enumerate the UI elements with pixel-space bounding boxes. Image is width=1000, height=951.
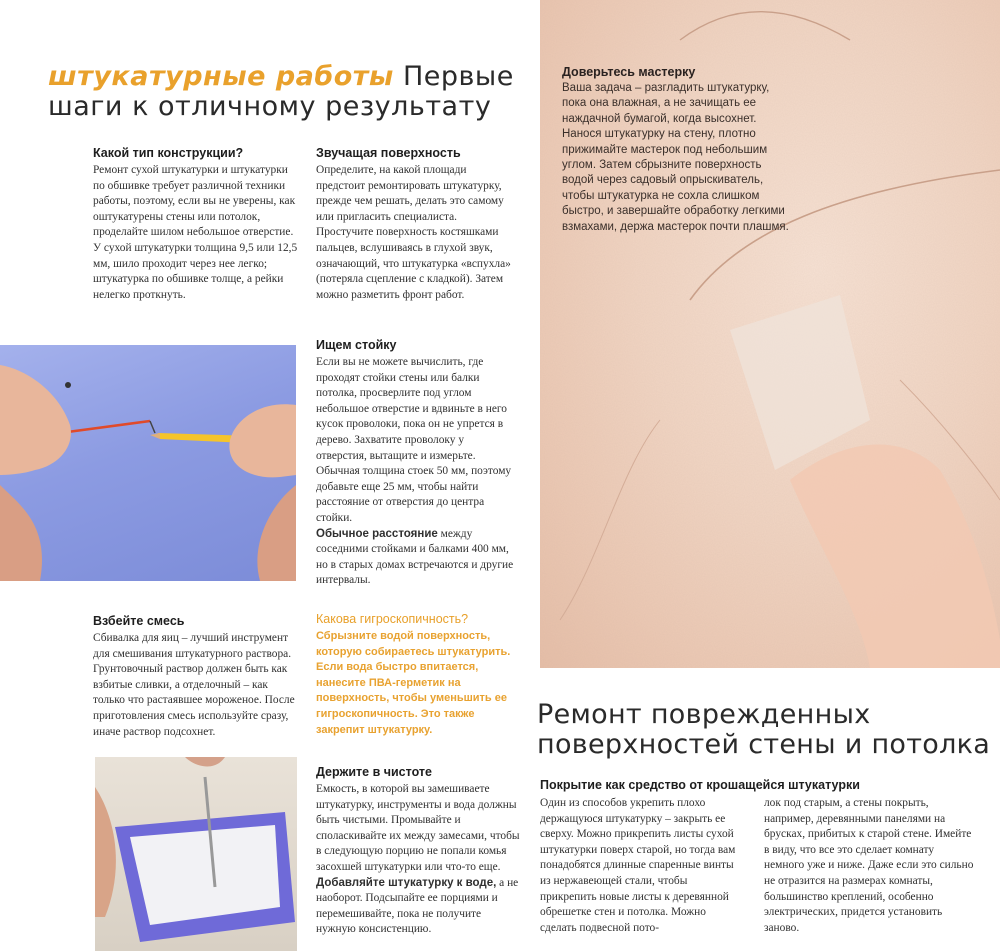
trowel-tip-box <box>562 65 792 235</box>
section-title <box>537 700 997 760</box>
clean-bold-lead: Добавляйте штукатурку к воде, <box>316 876 497 889</box>
clean-heading: Держите в чистоте <box>316 765 432 779</box>
clean-text: Емкость, в которой вы замешиваете штукатурку, инструменты и вода должны быть чистыми. Промывайте и споласкивайте их между замесами, чтобы в следующую порцию не попали комья засохшей штукатурки или что-то еще. Добавляйте штукатурку к воде, а не наоборот. Подсыпайте ее порциями и перемешивайте, пока не получите нужную консистенцию. <box>316 783 520 936</box>
section-title-line2a: поверхностей стены <box>537 729 836 760</box>
cover-heading: Покрытие как средство от крошащейся штукатурки <box>540 778 860 792</box>
stud-text: Если вы не можете вычислить, где проходят стойки стены или балки потолка, просверлите под углом небольшое отверстие и вдвиньте в него кусок проволоки, пока он не упрется в дерево. Захватите проволоку у отверстия, вытащите и измерьте. Обычная толщина стоек 50 мм, поэтому добавьте еще 25 мм, чтобы найти расстояние от отверстия до центра стойки. Обычное расстояние между соседними стойками и балками 400 мм, но в старых домах встречаются и другие интервалы. <box>316 356 514 587</box>
construction-heading: Какой тип конструкции? <box>93 146 244 160</box>
title-line2: шаги к отличному результату <box>48 91 492 122</box>
trowel-text: Ваша задача – разгладить штукатурку, пока она влажная, а не зачищать ее наждачной бумагой, когда высохнет. Нанося штукатурку на стену, плотно прижимайте мастерок под небольшим углом. Затем сбрызните поверхность водой через садовый опрыскиватель, чтобы штукатурка не сохла слишком быстро, и завершайте обработку легкими взмахами, держа мастерок почти плашмя. <box>562 82 789 233</box>
wire-measure-photo <box>0 345 296 581</box>
whisk-heading: Взбейте смесь <box>93 614 185 628</box>
stud-bold-lead: Обычное расстояние <box>316 527 438 540</box>
trowel-heading: Доверьтесь мастерку <box>562 65 696 79</box>
construction-section <box>93 146 298 303</box>
whisk-section <box>93 614 298 740</box>
title-rest: Первые <box>402 61 514 92</box>
sound-heading: Звучащая поверхность <box>316 146 461 160</box>
hygro-heading: Какова гигроскопичность? <box>316 612 469 626</box>
sound-text: Определите, на какой площади предстоит ремонтировать штукатурку, прежде чем решать, делать это самому или пригласить специалиста. Простучите поверхность костяшками пальцев, вслушиваясь в глухой звук, означающий, что штукатурка «вспухла» (потеряла сцепление с кладкой). Затем можно разметить фронт работ. <box>316 164 511 301</box>
mixing-bowl-photo <box>95 757 297 951</box>
section-title-line2b: и потолка <box>844 729 991 760</box>
cover-col2: лок под старым, а стены покрыть, например, деревянными панелями на брусках, прибитых к старой стене. Имейте в виду, что все это сделает комнату немного уже и ниже. Даже если это сильно не отразится на размерах комнаты, большинство креплений, особенно электрических, придется установить заново. <box>764 797 974 934</box>
sound-section <box>316 146 516 303</box>
title-accent: штукатурные работы <box>48 61 394 92</box>
section-title-line1: Ремонт поврежденных <box>537 699 871 730</box>
hygro-section <box>316 612 521 738</box>
stud-section <box>316 338 516 589</box>
plaster-wall-photo <box>540 0 1000 668</box>
page-title <box>48 62 528 122</box>
wire-measure-illustration <box>0 345 296 581</box>
hygro-text: Сбрызните водой поверхность, которую собираетесь штукатурить. Если вода быстро впитается, нанесите ПВА-герметик на поверхность, чтобы уменьшить ее гигроскопичность. Это также закрепит штукатурку. <box>316 630 511 736</box>
construction-text: Ремонт сухой штукатурки и штукатурки по обшивке требует различной техники работы, поэтому, если вы не уверены, как оштукатурены стены или потолок, проделайте шилом небольшое отверстие. У сухой штукатурки толщина 9,5 или 12,5 мм, шило проходит через нее легко; штукатурка по обшивке толще, а рейки нелегко проткнуть. <box>93 164 298 301</box>
cover-col1: Один из способов укрепить плохо держащуюся штукатурку – закрыть ее сверху. Можно прикрепить листы сухой штукатурки поверх старой, но тогда вам понадобятся длинные спаренные винты из нержавеющей стали, чтобы прикрепить новые листы к деревянной обрешетке стен и потолка. Можно сделать подвесной пото- <box>540 797 736 934</box>
clean-section <box>316 765 521 938</box>
whisk-text: Сбивалка для яиц – лучший инструмент для смешивания штукатурного раствора. Грунтовочный раствор должен быть как взбитые сливки, а отделочный – как только что растаявшее мороженое. После приготовления смесь используйте сразу, иначе раствор подсохнет. <box>93 632 295 738</box>
mixing-bowl-illustration <box>95 757 297 951</box>
cover-section <box>540 778 1000 795</box>
stud-heading: Ищем стойку <box>316 338 397 352</box>
